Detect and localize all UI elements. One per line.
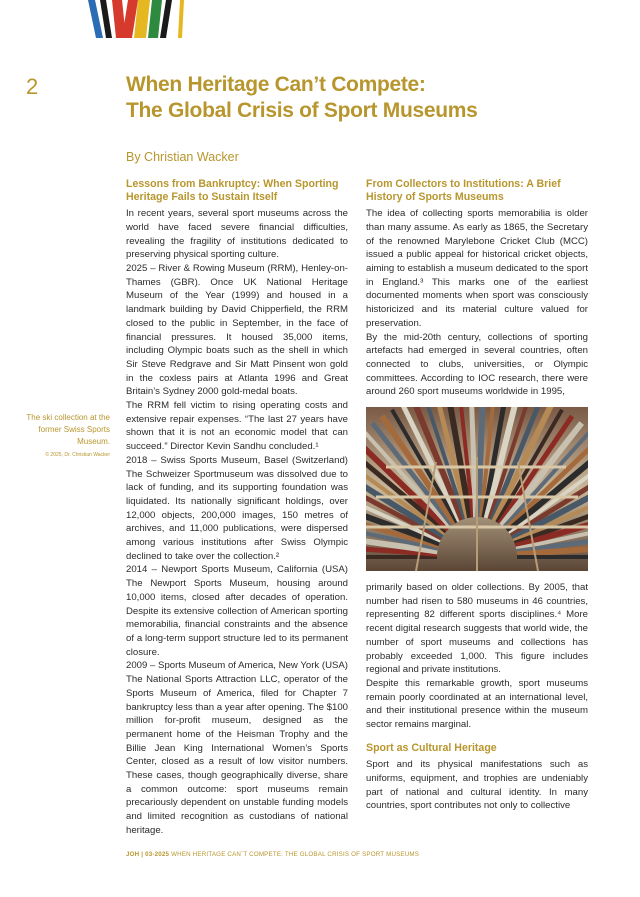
paragraph: 2018 – Swiss Sports Museum, Basel (Switzerland) The Schweizer Sportmuseum was dissolved due to lack of funding, and its supporting foundation was liquidated. Its nationally significant holdings, over 12,000 objects, 200,000 images, 150 metres of archives, and 11,000 publications, were dispersed among various institutions after Swiss Olympic declined to take over the collection.² — [126, 454, 348, 562]
chapter-number: 2 — [26, 74, 39, 99]
photo-credit: © 2025, Dr. Christian Wacker — [45, 452, 110, 458]
paragraph: Despite this remarkable growth, sport museums remain poorly coordinated at an international level, and their institutional presence within the museum sector remains marginal. — [366, 677, 588, 731]
ski-collection-photo — [366, 407, 588, 571]
title-line-1: When Heritage Can’t Compete: — [126, 73, 426, 96]
page-footer — [126, 851, 419, 858]
section-heading-cultural-heritage: Sport as Cultural Heritage — [366, 741, 497, 754]
paragraph: 2014 – Newport Sports Museum, California (USA) The Newport Sports Museum, housing around 10,000 items, closed after decades of operation. Despite its extensive collection of American sporting memorabilia, financial constraints and the absence of a long-term support structure led to its permanent closure. — [126, 564, 348, 658]
paragraph: 2025 – River & Rowing Museum (RRM), Henley-on-Thames (GBR). Once UK National Heritage Museum of the Year (1999) and housed in a landmark building by David Chipperfield, the RRM closed to the public in September, in the face of financial pressures. It housed 35,000 items, including Olympic boats such as the shell in which Sir Steve Redgrave and Sir Matt Pinsent won gold in the coxless pairs at Atlanta 1996 and Great Britain’s Sydney 2000 gold-medal boats. — [126, 263, 348, 398]
caption-line-3: Museum. — [77, 437, 110, 446]
paragraph: 2009 – Sports Museum of America, New York (USA) The National Sports Attraction LLC, operator of the Sports Museum of America, filed for Chapter 7 bankruptcy less than a year after opening. The $100 million for-profit museum, designed as the permanent home of the Heisman Trophy and the Billie Jean King International Women’s Sports Center, closed as a result of low visitor numbers. These cases, though geographically diverse, share a common outcome: sport museums remain precariously dependent on unstable funding models and limited recognition as custodians of national heritage. — [126, 660, 348, 836]
caption-line-1: The ski collection at the — [26, 413, 110, 422]
caption-line-2: former Swiss Sports — [38, 425, 110, 434]
section-heading-history: From Collectors to Institutions: A Brief History of Sports Museums — [366, 178, 561, 203]
paragraph: The RRM fell victim to rising operating costs and extensive repair expenses. “The last 27 years have shown that it is not an economic model that can succeed.” Director Kevin Sandhu concluded.¹ — [126, 400, 348, 453]
byline: By Christian Wacker — [126, 150, 239, 164]
footer-journal: JOH | 03-2025 — [126, 851, 170, 858]
paragraph: primarily based on older collections. By 2005, that number had risen to 580 museums in 46 countries, representing 82 different sports disciplines.⁴ More recent digital research suggests that world wide, the number of sport museums and collections has probably exceeded 1,000. This figure includes regional and private institutions. — [366, 582, 588, 676]
footer-running-title: WHEN HERITAGE CAN´T COMPETE: THE GLOBAL CRISIS OF SPORT MUSEUMS — [171, 851, 420, 858]
paragraph: The idea of collecting sports memorabilia is older than many assume. As early as 1865, the Secretary of the renowned Marylebone Cricket Club (MCC) issued a public appeal for historical cricket objects, aiming to establish a museum dedicated to the sport in England.³ This marks one of the earliest documented moments when sport was consciously historicized and its material culture valued for preservation. — [366, 208, 588, 329]
image-caption — [24, 412, 110, 460]
paragraph: By the mid-20th century, collections of sporting artefacts had emerged in several countries, often connected to clubs, universities, or Olympic committees. According to IOC research, there were around 260 sport museums worldwide in 1995, — [366, 331, 588, 398]
paragraph: Sport and its physical manifestations such as uniforms, equipment, and trophies are undeniably part of national and cultural identity. In many countries, sport contributes not only to collective — [366, 759, 588, 812]
page-title — [126, 72, 546, 124]
olympic-color-stripes-icon — [86, 0, 206, 38]
right-column — [366, 178, 588, 813]
paragraph: In recent years, several sport museums across the world have faced severe financial difficulties, revealing the fragility of institutions dedicated to preserving physical sporting culture. — [126, 208, 348, 261]
section-heading-bankruptcy: Lessons from Bankruptcy: When Sporting Heritage Fails to Sustain Itself — [126, 178, 339, 203]
title-line-2: The Global Crisis of Sport Museums — [126, 99, 478, 122]
left-column — [126, 178, 348, 838]
